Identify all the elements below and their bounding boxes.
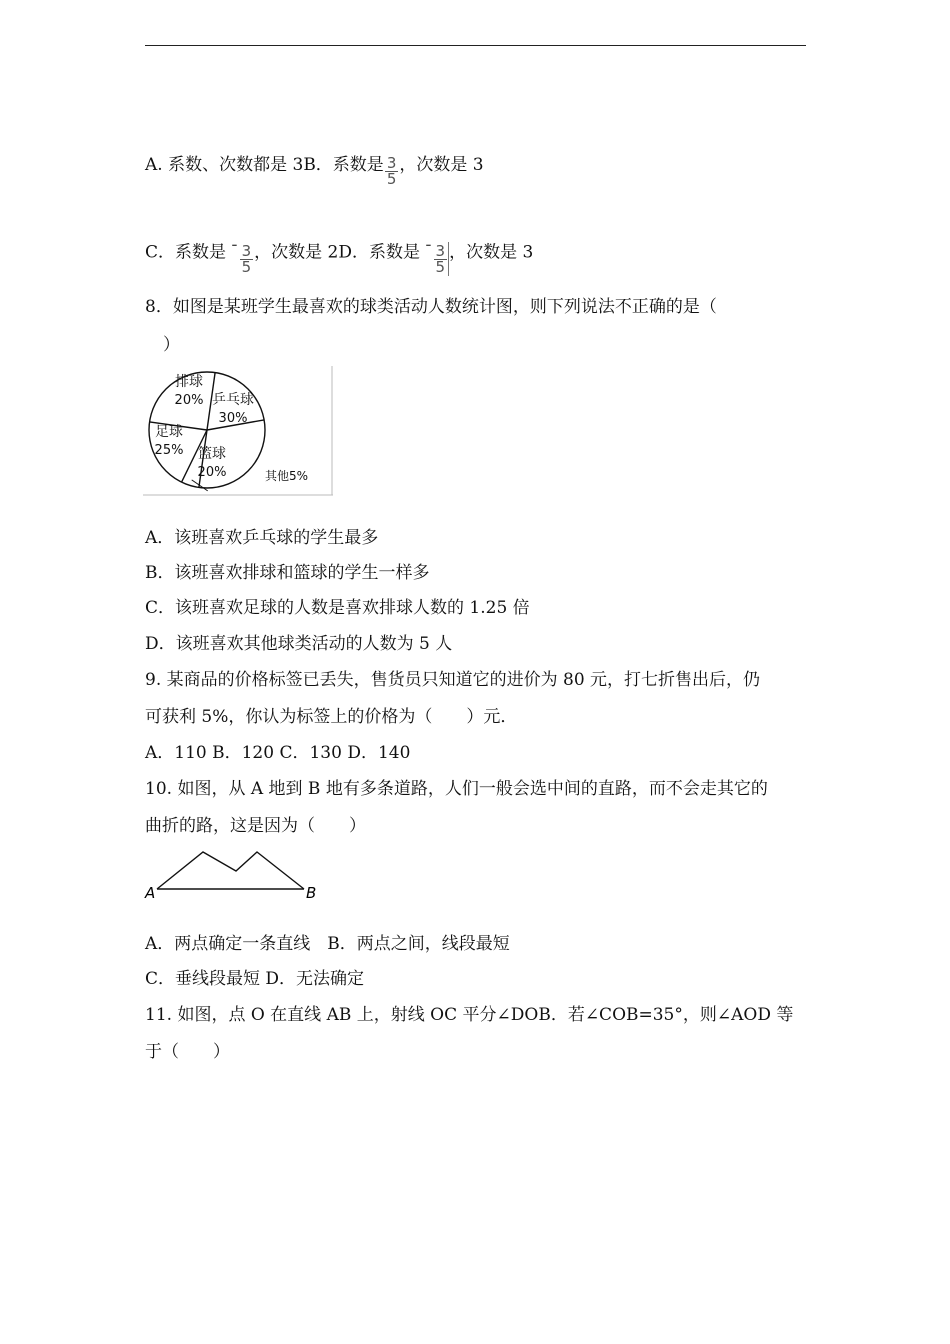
- q8-pie-chart-figure: [143, 366, 335, 502]
- q11-stem-line1: 11. 如图，点 O 在直线 AB 上，射线 OC 平分∠DOB．若∠COB=35°，则∠AOD 等: [145, 1005, 794, 1025]
- q8-stem-line2: ）: [163, 335, 180, 355]
- q8-option-c: C．该班喜欢足球的人数是喜欢排球人数的 1.25 倍: [145, 598, 530, 618]
- fraction-numerator: 3: [435, 241, 446, 260]
- q9-options: A．110 B．120 C．130 D．140: [145, 743, 411, 763]
- q11-stem-line2: 于（ ）: [145, 1042, 230, 1062]
- pie-slice-label: 乒乓球: [212, 392, 254, 408]
- q9-stem-line2: 可获利 5%，你认为标签上的价格为（ ）元．: [145, 707, 518, 727]
- pie-slice-label: 篮球: [198, 446, 226, 462]
- q10-road-figure: [143, 846, 323, 906]
- q7-option-a: A. 系数、次数都是 3: [145, 155, 304, 175]
- road-diagram: [143, 846, 323, 902]
- q7-option-b-fraction: [385, 156, 399, 187]
- q7-option-c-fraction: [240, 241, 254, 276]
- q7-row1: [145, 150, 484, 188]
- fraction-bar: [448, 242, 449, 276]
- point-a-label: A: [145, 884, 156, 902]
- header-rule: [145, 45, 806, 46]
- fraction-numerator: 3: [386, 154, 397, 172]
- q10-stem-line1: 10. 如图，从 A 地到 B 地有多条道路，人们一般会选中间的直路，而不会走其它的: [145, 779, 768, 799]
- pie-slice-percent: 30%: [218, 411, 248, 426]
- q7-option-b: B．系数是: [303, 155, 384, 175]
- pie-slice-label: 足球: [155, 424, 183, 440]
- pie-chart: [143, 366, 335, 498]
- q7-option-d-fraction: [434, 241, 448, 276]
- q8-option-d: D．该班喜欢其他球类活动的人数为 5 人: [145, 634, 453, 654]
- q7-option-c: C．系数是: [145, 242, 232, 263]
- pie-slice-percent: 20%: [197, 465, 227, 480]
- q9-stem-line1: 9. 某商品的价格标签已丢失，售货员只知道它的进价为 80 元，打七折售出后，仍: [145, 670, 761, 690]
- q10-options-line1: A．两点确定一条直线 B．两点之间，线段最短: [145, 934, 510, 954]
- fraction-numerator: 3: [241, 241, 252, 260]
- q7-option-b-tail: ，次数是 3: [399, 155, 484, 175]
- pie-slice-label: 排球: [175, 374, 203, 390]
- q8-option-b: B．该班喜欢排球和篮球的学生一样多: [145, 563, 430, 583]
- point-b-label: B: [306, 884, 317, 902]
- q7-option-c-tail: ，次数是 2: [254, 242, 339, 263]
- q10-options-line2: C．垂线段最短 D．无法确定: [145, 969, 365, 989]
- fraction-denominator: 5: [435, 257, 446, 276]
- pie-label-other: 其他5%: [265, 469, 309, 483]
- pie-slice-percent: 25%: [154, 443, 184, 458]
- q7-option-d: D．系数是: [338, 242, 426, 263]
- q7-row2: [145, 234, 534, 276]
- pie-slice-percent: 20%: [174, 393, 204, 408]
- q10-stem-line2: 曲折的路，这是因为（ ）: [145, 816, 366, 836]
- minus-sign: -: [231, 234, 238, 255]
- minus-sign: -: [425, 234, 432, 255]
- fraction-denominator: 5: [241, 257, 252, 276]
- q7-option-d-tail: ，次数是 3: [449, 242, 534, 263]
- winding-road: [157, 852, 304, 889]
- fraction-denominator: 5: [386, 170, 397, 188]
- q8-stem-line1: 8．如图是某班学生最喜欢的球类活动人数统计图，则下列说法不正确的是（: [145, 297, 717, 317]
- q8-option-a: A．该班喜欢乒乓球的学生最多: [145, 528, 379, 548]
